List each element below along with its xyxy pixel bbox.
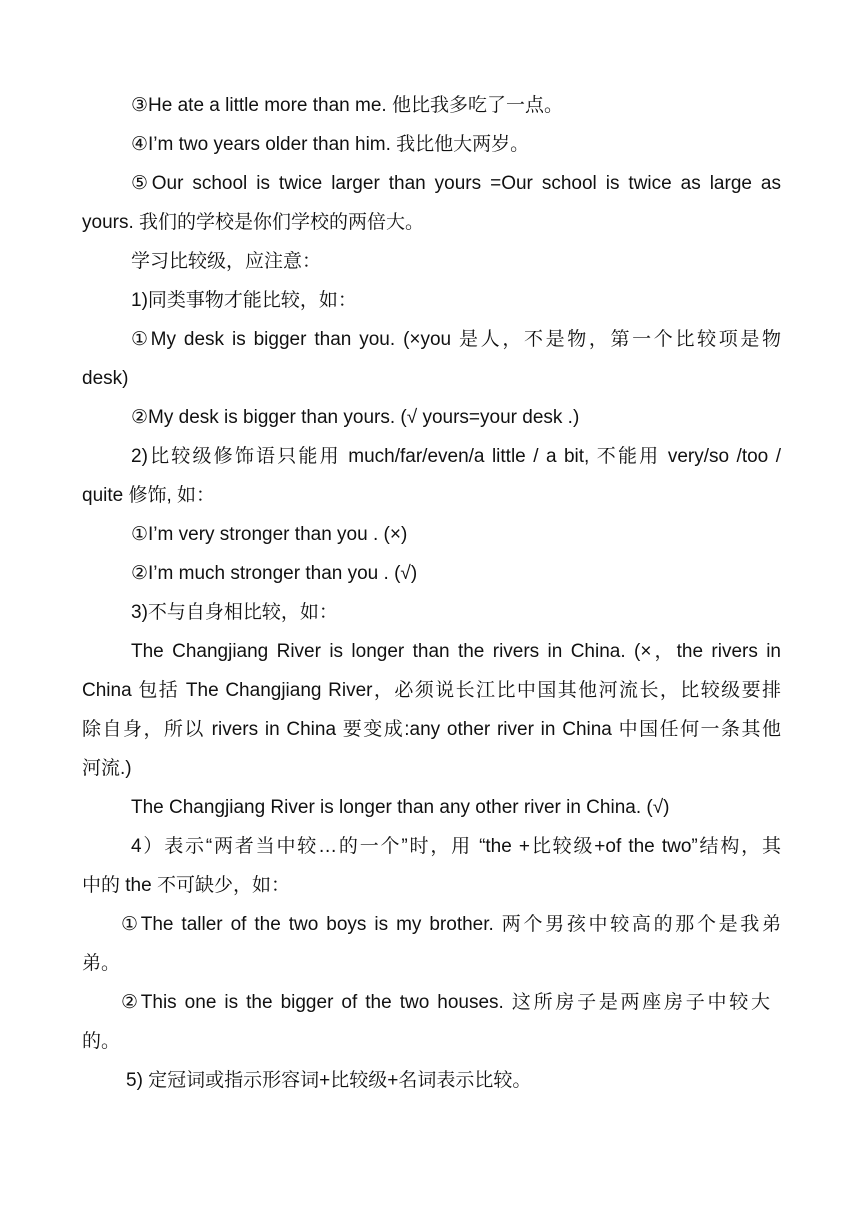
rule-3-example-1-line-2: China 包括 The Changjiang River，必须说长江比中国其他河流长，比较级要排	[82, 680, 781, 701]
section-heading: 学习比较级，应注意：	[131, 251, 322, 272]
rule-1-example-2: ②My desk is bigger than yours. (√ yours=your desk .)	[131, 407, 580, 428]
rule-3-example-1-line-4: 河流.)	[82, 758, 132, 779]
rule-3-heading: 3)不与自身相比较，如：	[131, 602, 338, 623]
rule-4-heading: 4）表示“两者当中较…的一个”时，用 “the +比较级+of the two”结构，其	[131, 836, 781, 857]
example-line-3: ③He ate a little more than me. 他比我多吃了一点。	[131, 95, 563, 116]
rule-1-example-1-continued: desk)	[82, 368, 129, 389]
rule-4-example-2: ②This one is the bigger of the two houses. 这所房子是两座房子中较大	[121, 992, 770, 1013]
rule-2-heading-continued: quite 修饰, 如：	[82, 485, 216, 506]
rule-2-example-1: ①I’m very stronger than you . (×)	[131, 524, 408, 545]
rule-4-heading-continued: 中的 the 不可缺少，如：	[82, 875, 290, 896]
rule-4-example-2-continued: 的。	[82, 1031, 121, 1052]
rule-2-example-2: ②I’m much stronger than you . (√)	[131, 563, 418, 584]
rule-1-heading: 1)同类事物才能比较，如：	[131, 290, 357, 311]
rule-4-example-1: ①The taller of the two boys is my brother. 两个男孩中较高的那个是我弟	[121, 914, 781, 935]
example-line-5-continued: yours. 我们的学校是你们学校的两倍大。	[82, 212, 425, 233]
example-line-4: ④I’m two years older than him. 我比他大两岁。	[131, 134, 530, 155]
rule-5-heading: 5) 定冠词或指示形容词+比较级+名词表示比较。	[126, 1070, 532, 1091]
example-line-5: ⑤Our school is twice larger than yours =Our school is twice as large as	[131, 173, 781, 194]
rule-4-example-1-continued: 弟。	[82, 953, 121, 974]
rule-2-heading: 2)比较级修饰语只能用 much/far/even/a little / a bit, 不能用 very/so /too /	[131, 446, 781, 467]
rule-3-example-1-line-3: 除自身，所以 rivers in China 要变成:any other river in China 中国任何一条其他	[82, 719, 781, 740]
rule-3-example-2: The Changjiang River is longer than any other river in China. (√)	[131, 797, 670, 818]
rule-3-example-1: The Changjiang River is longer than the rivers in China. (×，the rivers in	[131, 641, 781, 662]
rule-1-example-1: ①My desk is bigger than you. (×you 是人，不是物，第一个比较项是物	[131, 329, 781, 350]
